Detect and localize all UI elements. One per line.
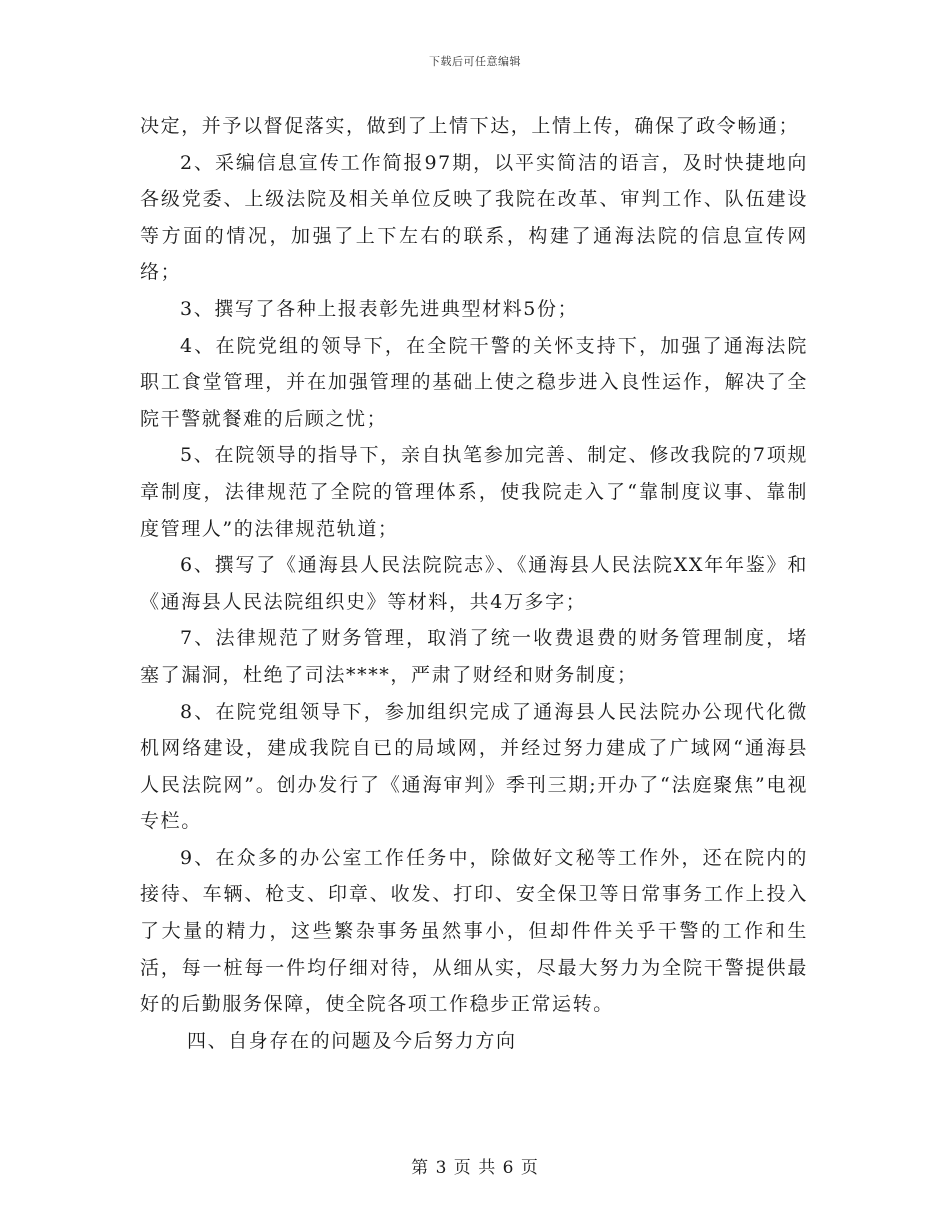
paragraph-item-9: 9、在众多的办公室工作任务中，除做好文秘等工作外，还在院内的接待、车辆、枪支、印章、收发、打印、安全保卫等日常事务工作上投入了大量的精力，这些繁杂事务虽然事小，但却件件关乎干警的工作和生活，每一桩每一件均仔细对待，从细从实，尽最大努力为全院干警提供最好的后勤服务保障，使全院各项工作稳步正常运转。	[140, 846, 808, 1016]
paragraph-item-2: 2、采编信息宣传工作简报97期，以平实简洁的语言，及时快捷地向各级党委、上级法院及相关单位反映了我院在改革、审判工作、队伍建设等方面的情况，加强了上下左右的联系，构建了通海法院的信息宣传网络；	[140, 151, 808, 284]
document-body	[140, 108, 808, 1059]
paragraph-item-3: 3、撰写了各种上报表彰先进典型材料5份；	[180, 297, 579, 320]
paragraph-continuation: 决定，并予以督促落实，做到了上情下达，上情上传，确保了政令畅通；	[140, 115, 800, 137]
paragraph-item-6: 6、撰写了《通海县人民法院院志》、《通海县人民法院XX年年鉴》和《通海县人民法院组织史》等材料，共4万多字；	[140, 554, 808, 613]
paragraph-item-4: 4、在院党组的领导下，在全院干警的关怀支持下，加强了通海法院职工食堂管理，并在加强管理的基础上使之稳步进入良性运作，解决了全院干警就餐难的后顾之忧；	[140, 334, 808, 430]
section-heading: 四、自身存在的问题及今后努力方向	[187, 1029, 517, 1052]
paragraph-item-5: 5、在院领导的指导下，亲自执笔参加完善、制定、修改我院的7项规章制度，法律规范了全院的管理体系，使我院走入了“靠制度议事、靠制度管理人”的法律规范轨道；	[140, 444, 808, 540]
paragraph-item-8: 8、在院党组领导下，参加组织完成了通海县人民法院办公现代化微机网络建设，建成我院自已的局域网，并经过努力建成了广域网“通海县人民法院网”。创办发行了《通海审判》季刊三期;开办了“法庭聚焦”电视专栏。	[140, 700, 808, 833]
page-number: 第 3 页 共 6 页	[411, 1158, 539, 1178]
paragraph-item-7: 7、法律规范了财务管理，取消了统一收费退费的财务管理制度，堵塞了漏洞，杜绝了司法****，严肃了财经和财务制度；	[140, 627, 808, 686]
page-header-note: 下载后可任意编辑	[429, 55, 521, 68]
